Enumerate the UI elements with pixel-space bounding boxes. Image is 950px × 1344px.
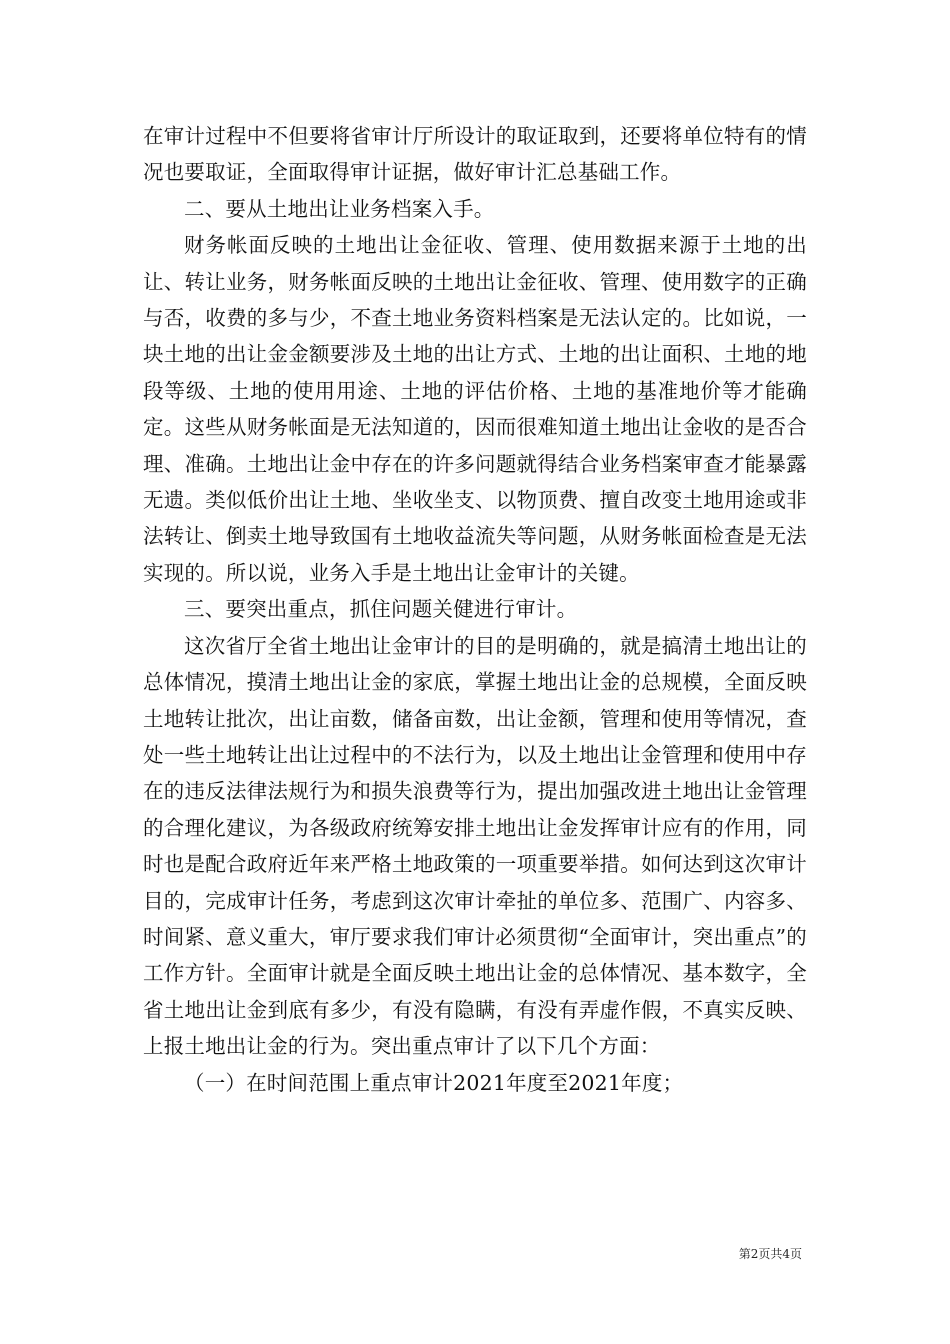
paragraph-audit-focus: 这次省厅全省土地出让金审计的目的是明确的，就是搞清土地出让的总体情况，摸清土地出让金的家底，掌握土地出让金的总规模，全面反映土地转让批次，出让亩数，储备亩数，出让金额，管理和使用等情况，查处一些土地转让出让过程中的不法行为，以及土地出让金管理和使用中存在的违反法律法规行为和损失浪费等行为，提出加强改进土地出让金管理的合理化建议，为各级政府统筹安排土地出让金发挥审计应有的作用，同时也是配合政府近年来严格土地政策的一项重要举措。如何达到这次审计目的，完成审计任务，考虑到这次审计牵扯的单位多、范围广、内容多、时间紧、意义重大，审厅要求我们审计必须贯彻“全面审计，突出重点”的工作方针。全面审计就是全面反映土地出让金的总体情况、基本数字，全省土地出让金到底有多少，有没有隐瞒，有没有弄虚作假，不真实反映、上报土地出让金的行为。突出重点审计了以下几个方面： <box>143 633 807 1059</box>
paragraph-continuation: 在审计过程中不但要将省审计厅所设计的取证取到，还要将单位特有的情况也要取证，全面取得审计证据，做好审计汇总基础工作。 <box>143 124 807 185</box>
subsection-item-1: （一）在时间范围上重点审计2021年度至2021年度； <box>184 1070 684 1095</box>
paragraph-business-archives: 财务帐面反映的土地出让金征收、管理、使用数据来源于土地的出让、转让业务，财务帐面反映的土地出让金征收、管理、使用数字的正确与否，收费的多与少，不查土地业务资料档案是无法认定的。比如说，一块土地的出让金金额要涉及土地的出让方式、土地的出让面积、土地的地段等级、土地的使用用途、土地的评估价格、土地的基准地价等才能确定。这些从财务帐面是无法知道的，因而很难知道土地出让金收的是否合理、准确。土地出让金中存在的许多问题就得结合业务档案审查才能暴露无遗。类似低价出让土地、坐收坐支、以物顶费、擅自改变土地用途或非法转让、倒卖土地导致国有土地收益流失等问题，从财务帐面检查是无法实现的。所以说，业务入手是土地出让金审计的关键。 <box>143 233 807 585</box>
section-heading-2: 二、要从土地出让业务档案入手。 <box>184 196 495 221</box>
section-heading-3: 三、要突出重点，抓住问题关健进行审计。 <box>184 597 578 622</box>
document-body <box>143 118 807 1101</box>
page-number: 第2页共4页 <box>738 1247 802 1261</box>
